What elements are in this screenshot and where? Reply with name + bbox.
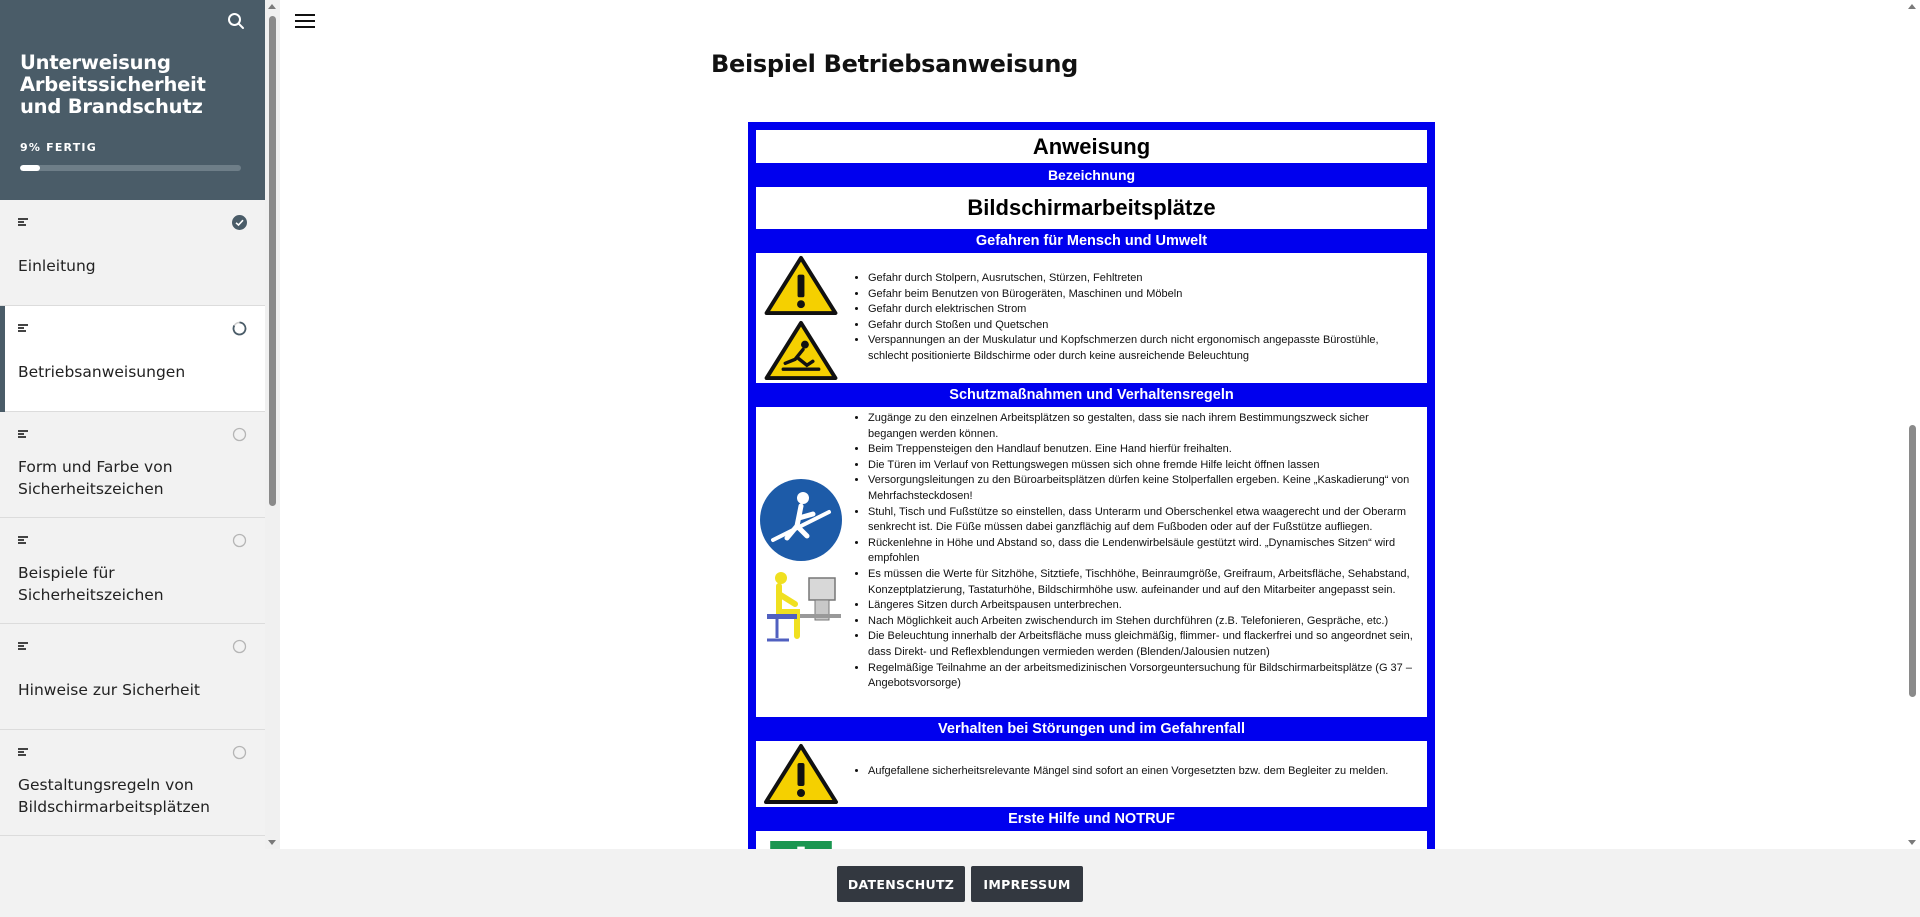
progress-label: 9% FERTIG xyxy=(20,141,97,154)
content-scrollbar[interactable] xyxy=(1905,0,1920,849)
lesson-content xyxy=(280,0,1905,849)
list-item: • Gefahr durch Stoßen und Quetschen xyxy=(868,318,1417,334)
scroll-down-arrow-icon[interactable] xyxy=(268,840,276,845)
designation-value: Bildschirmarbeitsplätze xyxy=(756,187,1427,229)
sidebar-scrollbar-thumb[interactable] xyxy=(269,16,276,506)
imprint-button[interactable]: IMPRESSUM xyxy=(971,866,1083,902)
list-item: • Gefahr beim Benutzen von Bürogeräten, Maschinen und Möbeln xyxy=(868,287,1417,303)
list-item: • Die Beleuchtung innerhalb der Arbeitsfläche muss gleichmäßig, flimmer- und flackerfrei und so angeordnet sein, dass Direkt- und Reflexblendungen vermieden werden (Blenden/Jalousien nutzen) xyxy=(868,629,1417,660)
protection-section xyxy=(756,407,1427,717)
list-item: • Regelmäßige Teilnahme an der arbeitsmedizinischen Vorsorgeuntersuchung für Bildschirmarbeitsplätze (G 37 – Angebotsvorsorge) xyxy=(868,661,1417,692)
scroll-up-arrow-icon[interactable] xyxy=(268,4,276,9)
list-item: • Die Türen im Verlauf von Rettungswegen müssen sich ohne fremde Hilfe leicht öffnen lassen xyxy=(868,458,1417,474)
lesson-label: Beispiele für Sicherheitszeichen xyxy=(18,563,164,604)
hazards-header: Gefahren für Mensch und Umwelt xyxy=(975,233,1208,249)
malfunction-list xyxy=(846,741,1427,807)
first-aid-header: Erste Hilfe und NOTRUF xyxy=(1008,811,1175,827)
list-item: • Gefahr durch elektrischen Strom xyxy=(868,302,1417,318)
sidebar-header xyxy=(0,0,265,200)
first-aid-sign-icon xyxy=(768,841,834,849)
list-item: • Zugänge zu den einzelnen Arbeitsplätzen so gestalten, dass sie nach ihrem Bestimmungszweck sicher begangen werden können. xyxy=(868,411,1417,442)
list-item: • Gefahr durch Stolpern, Ausrutschen, Stürzen, Fehltreten xyxy=(868,271,1417,287)
malfunction-section xyxy=(756,741,1427,807)
lesson-label: Hinweise zur Sicherheit xyxy=(18,680,200,699)
hamburger-menu-icon[interactable] xyxy=(295,14,315,30)
lesson-item-einleitung[interactable] xyxy=(0,200,265,306)
lesson-list xyxy=(0,200,265,836)
list-item: • Beim Treppensteigen den Handlauf benutzen. Eine Hand hierfür freihalten. xyxy=(868,442,1417,458)
list-item: • Verspannungen an der Muskulatur und Kopfschmerzen durch nicht ergonomisch angepasste Bürostühle, schlecht positionierte Bildschirme oder durch keine ausreichende Beleuchtung xyxy=(868,333,1417,364)
list-item: • Versorgungsleitungen zu den Büroarbeitsplätzen dürfen keine Stolperfallen ergeben. Keine „Kaskadierung“ von Mehrfachsteckdosen! xyxy=(868,473,1417,504)
protection-header: Schutzmaßnahmen und Verhaltensregeln xyxy=(949,387,1234,403)
privacy-button[interactable]: DATENSCHUTZ xyxy=(837,866,965,902)
first-aid-section xyxy=(756,831,1427,849)
list-item: • Nach Möglichkeit auch Arbeiten zwischendurch im Stehen durchführen (z.B. Telefonieren, Gespräche, etc.) xyxy=(868,614,1417,630)
list-item: • Rückenlehne in Höhe und Abstand so, dass die Lendenwirbelsäule gestützt wird. „Dynamisches Sitzen“ wird empfohlen xyxy=(868,536,1417,567)
general-warning-icon xyxy=(763,743,839,805)
progress-bar xyxy=(20,165,241,171)
betriebsanweisung-image xyxy=(748,122,1435,849)
list-item: • Es müssen die Werte für Sitzhöhe, Sitztiefe, Tischhöhe, Beinraumgröße, Greifraum, Arbeitsfläche, Sehabstand, Konzeptplatzierung, Tastaturhöhe, Bildschirmhöhe usw. aufeinander und auf den Mitarbeiter angepasst sein. xyxy=(868,567,1417,598)
lesson-label: Gestaltungsregeln von Bildschirmarbeitsplätzen xyxy=(18,775,210,816)
list-item: • Aufgefallene sicherheitsrelevante Mängel sind sofort an einen Vorgesetzten bzw. dem Begleiter zu melden. xyxy=(868,764,1388,780)
lesson-label: Form und Farbe von Sicherheitszeichen xyxy=(18,457,173,498)
ergonomic-workstation-icon xyxy=(759,566,843,646)
list-item: • Längeres Sitzen durch Arbeitspausen unterbrechen. xyxy=(868,598,1417,614)
sidebar-scrollbar[interactable] xyxy=(265,0,280,849)
page-footer xyxy=(0,849,1920,917)
malfunction-header: Verhalten bei Störungen und im Gefahrenfall xyxy=(938,721,1245,737)
hazards-section xyxy=(756,253,1427,383)
lesson-heading: Beispiel Betriebsanweisung xyxy=(711,50,1078,78)
trip-hazard-warning-icon xyxy=(763,320,839,381)
content-scrollbar-thumb[interactable] xyxy=(1909,425,1916,697)
designation-label: Bezeichnung xyxy=(1047,167,1136,183)
search-icon[interactable] xyxy=(227,12,245,30)
lesson-item-gestaltungsregeln[interactable] xyxy=(0,730,265,836)
lesson-item-form-und-farbe[interactable] xyxy=(0,412,265,518)
lesson-item-beispiele[interactable] xyxy=(0,518,265,624)
lesson-item-hinweise[interactable] xyxy=(0,624,265,730)
scroll-up-arrow-icon[interactable] xyxy=(1908,4,1916,9)
lesson-label: Einleitung xyxy=(18,256,96,275)
hazards-list xyxy=(846,253,1427,383)
general-warning-icon xyxy=(763,255,839,316)
use-handrail-icon xyxy=(759,478,843,562)
course-title: Unterweisung Arbeitssicherheit und Brandschutz xyxy=(20,51,206,118)
course-sidebar xyxy=(0,0,265,849)
lesson-label: Betriebsanweisungen xyxy=(18,362,186,381)
lesson-item-betriebsanweisungen[interactable] xyxy=(0,306,265,412)
list-item: • Stuhl, Tisch und Fußstütze so einstellen, dass Unterarm und Oberschenkel etwa waagerecht und der Oberarm senkrecht ist. Die Füße müssen dabei ganzflächig auf dem Fußboden oder auf der Fußstütze aufliegen. xyxy=(868,505,1417,536)
document-title: Anweisung xyxy=(756,130,1427,163)
progress-bar-fill xyxy=(20,165,40,171)
protection-list xyxy=(846,407,1427,717)
scroll-down-arrow-icon[interactable] xyxy=(1908,840,1916,845)
